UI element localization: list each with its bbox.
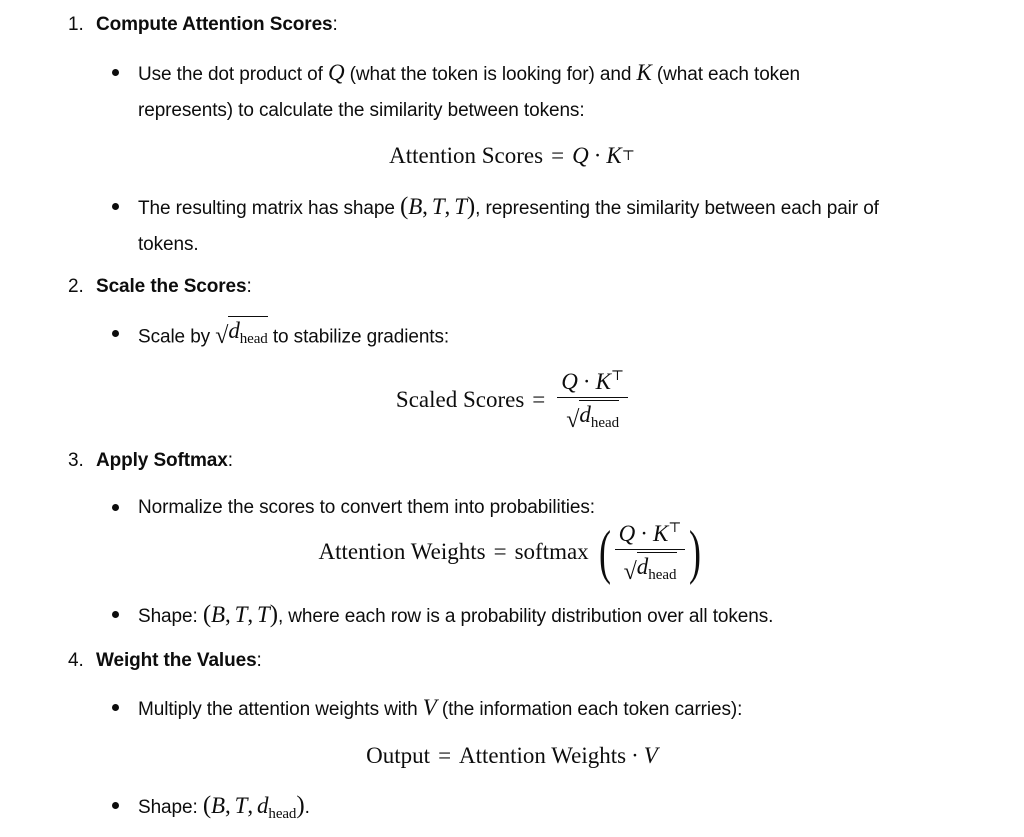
sqrt-d-head — [215, 316, 267, 348]
math-var-k: K — [595, 369, 611, 394]
dot-operator: · — [640, 521, 648, 546]
equation-scaled-scores — [0, 368, 1024, 432]
radical-icon: √ — [623, 558, 637, 585]
eq-sign: = — [493, 538, 507, 564]
paren: ) — [466, 193, 476, 220]
comma: , — [247, 602, 254, 627]
bullet-icon — [112, 203, 119, 210]
bullet-icon — [112, 802, 119, 809]
text: The resulting matrix has shape — [138, 198, 400, 219]
math-shape — [400, 194, 475, 219]
step-number: 4. — [68, 650, 84, 671]
eq-lhs: Attention Weights — [318, 538, 486, 564]
math-var: T — [234, 793, 248, 818]
bullet-text — [138, 316, 972, 356]
step-title: Compute Attention Scores — [96, 14, 333, 35]
radical-icon: √ — [566, 406, 580, 433]
fraction — [557, 368, 628, 432]
math-var-d: d — [636, 554, 649, 579]
text: (what the token is looking for) and — [344, 64, 637, 85]
bullet-text: Normalize the scores to convert them into probabilities: — [138, 497, 595, 518]
math-var-v: V — [422, 695, 437, 720]
math-var-d: d — [228, 318, 240, 343]
numerator — [615, 520, 686, 550]
paren: ) — [269, 601, 278, 628]
eq-lhs: Attention Scores — [389, 143, 544, 168]
paren: ( — [202, 601, 212, 628]
fraction — [615, 520, 686, 584]
subscript: head — [648, 567, 677, 583]
subscript: head — [239, 331, 268, 347]
paren: ( — [399, 193, 409, 220]
dot-operator: · — [593, 143, 602, 168]
step-1-heading — [68, 14, 338, 36]
step-title: Scale the Scores — [96, 276, 247, 297]
math-var-q: Q — [618, 521, 636, 546]
transpose-symbol: ⊤ — [668, 521, 682, 536]
math-var-v: V — [643, 743, 658, 768]
right-paren: ) — [689, 518, 702, 585]
bullet-icon — [112, 704, 119, 711]
list-item — [112, 316, 972, 356]
math-var-q: Q — [327, 60, 345, 85]
step-4-heading — [68, 650, 262, 672]
eq-lhs: Output — [366, 743, 431, 768]
subscript: head — [268, 806, 297, 822]
text: Multiply the attention weights with — [138, 699, 423, 720]
denominator — [562, 398, 623, 432]
paren: ( — [202, 792, 212, 819]
math-var: T — [431, 194, 445, 219]
equation-attention-weights — [0, 520, 1024, 584]
colon: : — [227, 450, 233, 471]
step-3-heading — [68, 450, 233, 472]
comma: , — [225, 793, 231, 818]
math-var-k: K — [636, 60, 652, 85]
comma: , — [225, 602, 231, 627]
bullet-icon — [112, 330, 119, 337]
bullet-icon — [112, 504, 119, 511]
bullet-text — [138, 788, 972, 832]
bullet-text — [138, 189, 972, 263]
comma: , — [247, 793, 254, 818]
eq-sign: = — [532, 386, 546, 412]
numerator — [557, 368, 628, 398]
math-var-q: Q — [572, 143, 589, 168]
text: Scale by — [138, 326, 216, 348]
comma: , — [444, 194, 451, 219]
dot-operator: · — [582, 369, 591, 394]
math-var: B — [211, 602, 225, 627]
eq-lhs: Scaled Scores — [395, 386, 525, 412]
step-2-heading — [68, 276, 252, 298]
transpose-symbol: ⊤ — [621, 148, 635, 164]
text: Shape: — [138, 797, 203, 818]
list-item — [112, 788, 972, 832]
list-item — [112, 597, 972, 635]
list-item — [112, 690, 972, 728]
math-shape — [202, 792, 305, 822]
list-item — [112, 55, 972, 129]
bullet-text — [138, 690, 972, 728]
bullet-icon — [112, 69, 119, 76]
step-title: Apply Softmax — [96, 450, 228, 471]
radical-icon: √ — [215, 322, 229, 349]
list-item — [112, 189, 972, 263]
subscript: head — [590, 415, 620, 431]
colon: : — [256, 650, 262, 671]
math-var-d: d — [579, 402, 591, 427]
bullet-icon — [112, 611, 119, 618]
equation-output — [0, 743, 1024, 769]
math-var-k: K — [606, 143, 622, 168]
step-title: Weight the Values — [96, 650, 257, 671]
math-var: T — [234, 602, 248, 627]
text: , where each row is a probability distribution over all tokens. — [277, 606, 774, 627]
math-var-q: Q — [561, 369, 578, 394]
bullet-text — [138, 55, 972, 129]
text: (what each token — [651, 64, 801, 85]
text: tokens. — [138, 234, 199, 255]
colon: : — [246, 276, 252, 297]
text: Use the dot product of — [138, 64, 328, 85]
paren: ) — [296, 792, 305, 819]
text: represents) to calculate the similarity between tokens: — [138, 100, 585, 121]
bullet-text — [138, 597, 972, 635]
softmax-function: softmax — [514, 538, 589, 564]
text: Shape: — [138, 606, 203, 627]
denominator — [620, 550, 681, 584]
eq-sign: = — [551, 143, 565, 168]
math-var: B — [211, 793, 225, 818]
transpose-symbol: ⊤ — [610, 369, 625, 384]
math-var-d: d — [257, 793, 269, 818]
text: (the information each token carries): — [436, 699, 743, 720]
eq-rhs: Attention Weights — [459, 743, 627, 768]
text: . — [304, 797, 310, 818]
colon: : — [332, 14, 338, 35]
step-number: 2. — [68, 276, 84, 297]
text: to stabilize gradients: — [267, 326, 450, 348]
step-number: 3. — [68, 450, 84, 471]
math-var: B — [408, 194, 423, 219]
dot-operator: · — [631, 743, 639, 768]
math-var: T — [454, 194, 467, 219]
step-number: 1. — [68, 14, 84, 35]
eq-sign: = — [438, 743, 452, 768]
equation-attention-scores — [0, 143, 1024, 169]
math-var-k: K — [652, 521, 669, 546]
text: , representing the similarity between each pair of — [475, 198, 879, 219]
comma: , — [422, 194, 428, 219]
math-var: T — [257, 602, 270, 627]
left-paren: ( — [598, 518, 611, 585]
math-shape — [203, 602, 278, 627]
